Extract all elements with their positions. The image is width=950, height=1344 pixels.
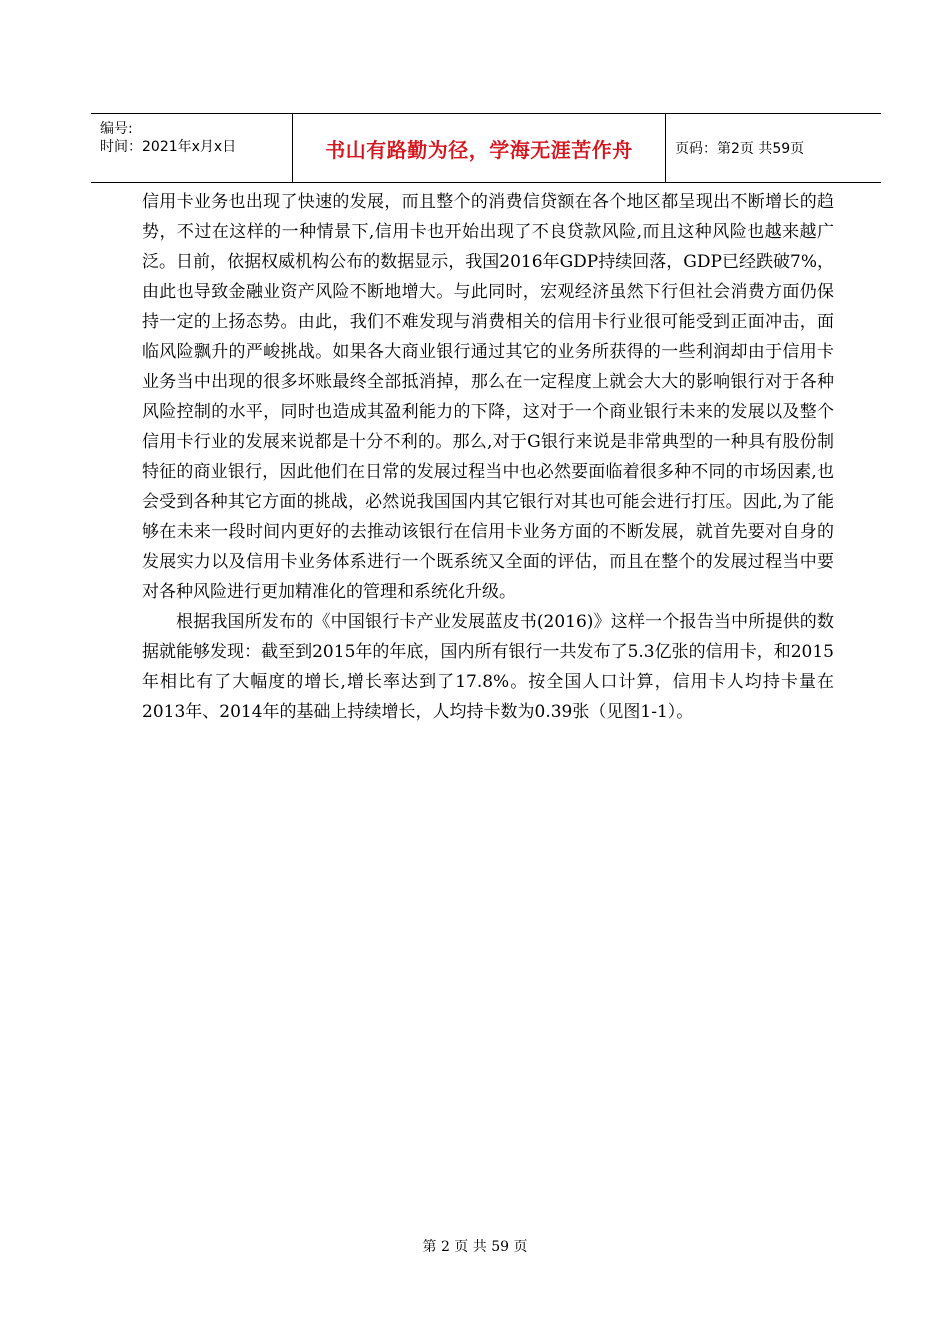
header-motto-cell — [293, 114, 666, 182]
motto-text: 书山有路勤为径，学海无涯苦作舟 — [325, 137, 633, 162]
serial-number-label: 编号: — [100, 121, 133, 137]
header-meta-cell — [91, 114, 293, 182]
document-body — [142, 187, 834, 727]
paragraph-1: 信用卡业务也出现了快速的发展，而且整个的消费信贷额在各个地区都呈现出不断增长的趋势，不过在这样的一种情景下,信用卡也开始出现了不良贷款风险,而且这种风险也越来越广泛。日前，依据权威机构公布的数据显示，我国2016年GDP持续回落，GDP已经跌破7%，由此也导致金融业资产风险不断地增大。与此同时，宏观经济虽然下行但社会消费方面仍保持一定的上扬态势。由此，我们不难发现与消费相关的信用卡行业很可能受到正面冲击，面临风险飘升的严峻挑战。如果各大商业银行通过其它的业务所获得的一些利润却由于信用卡业务当中出现的很多坏账最终全部抵消掉，那么在一定程度上就会大大的影响银行对于各种风险控制的水平，同时也造成其盈利能力的下降，这对于一个商业银行未来的发展以及整个信用卡行业的发展来说都是十分不利的。那么,对于G银行来说是非常典型的一种具有股份制特征的商业银行，因此他们在日常的发展过程当中也必然要面临着很多种不同的市场因素,也会受到各种其它方面的挑战，必然说我国国内其它银行对其也可能会进行打压。因此,为了能够在未来一段时间内更好的去推动该银行在信用卡业务方面的不断发展，就首先要对自身的发展实力以及信用卡业务体系进行一个既系统又全面的评估，而且在整个的发展过程当中要对各种风险进行更加精准化的管理和系统化升级。 — [142, 192, 834, 602]
page-footer: 第 2 页 共 59 页 — [422, 1239, 528, 1255]
header-page-info: 页码：第2页 共59页 — [675, 141, 805, 157]
page-header — [91, 113, 881, 183]
time-label: 时间：2021年x月x日 — [100, 139, 237, 155]
paragraph-2: 根据我国所发布的《中国银行卡产业发展蓝皮书(2016)》这样一个报告当中所提供的数据就能够发现：截至到2015年的年底，国内所有银行一共发布了5.3亿张的信用卡，和2015年相比有了大幅度的增长,增长率达到了17.8%。按全国人口计算，信用卡人均持卡量在2013年、2014年的基础上持续增长，人均持卡数为0.39张（见图1-1）。 — [142, 612, 834, 722]
header-page-cell — [666, 114, 881, 182]
